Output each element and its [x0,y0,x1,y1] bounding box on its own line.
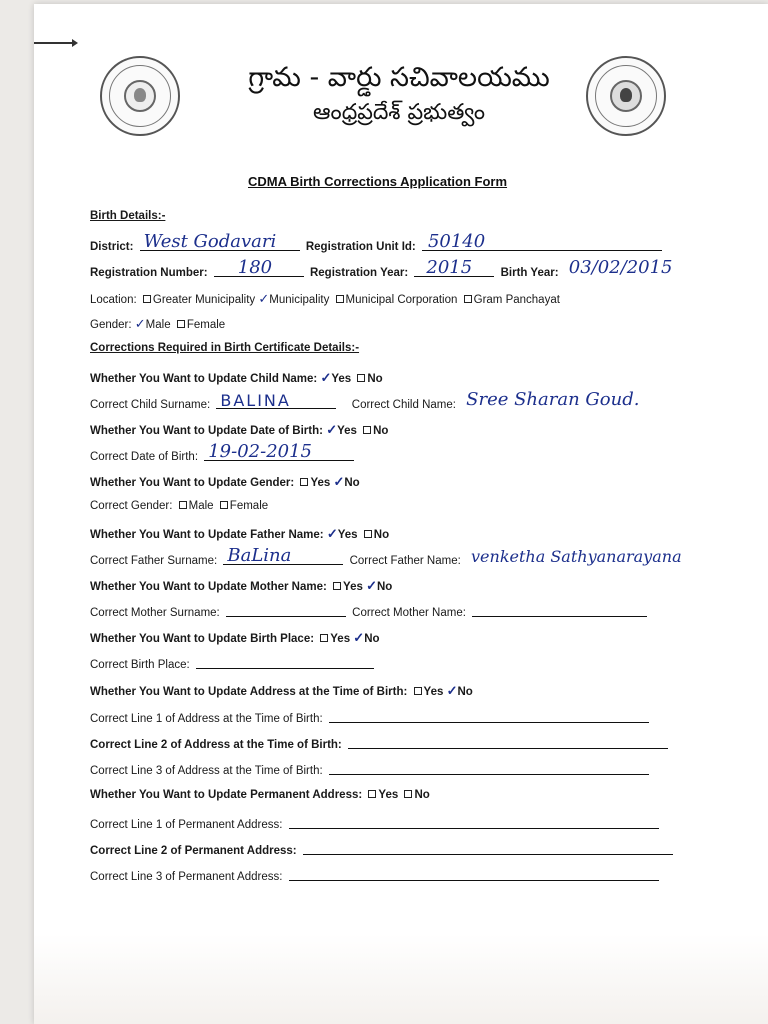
checkmark-icon: ✓ [258,291,270,306]
gender-row: Gender: ✓Male Female [90,316,226,331]
district-row: District: West Godavari Registration Unit Id: 50140 [90,238,665,253]
district-field[interactable]: West Godavari [140,238,300,251]
checkbox-female[interactable] [220,501,228,509]
permanent-address-line1-row: Correct Line 1 of Permanent Address: [90,816,662,831]
permanent-address-line2-row: Correct Line 2 of Permanent Address: [90,842,676,857]
dob-field[interactable]: 19-02-2015 [204,448,354,461]
section-corrections: Corrections Required in Birth Certificate Details:- [90,342,360,354]
checkbox-male[interactable] [179,501,187,509]
permanent-address-line2-field[interactable] [303,842,673,855]
checkbox-yes[interactable] [300,478,308,486]
checkbox-yes[interactable] [368,790,376,798]
question-birth-place: Whether You Want to Update Birth Place: Yes ✓No [90,630,380,645]
checkbox-no[interactable] [357,374,365,382]
checkbox-no[interactable] [363,426,371,434]
father-name-field[interactable]: venketha Sathyanarayana [471,547,682,566]
checkmark-icon: ✓ [320,370,332,385]
birth-place-row: Correct Birth Place: [90,656,377,671]
address-birth-line3-field[interactable] [329,762,649,775]
form-sheet [34,4,768,1024]
permanent-address-line3-row: Correct Line 3 of Permanent Address: [90,868,662,883]
header-telugu-line1: గ్రామ - వార్డు సచివాలయము [248,62,550,93]
question-child-name: Whether You Want to Update Child Name: ✓Yes No [90,370,383,385]
checkmark-icon: ✓ [134,316,146,331]
registration-unit-field[interactable]: 50140 [422,238,662,251]
registration-year-field[interactable]: 2015 [414,264,494,277]
checkbox-no[interactable] [364,530,372,538]
address-birth-line1-row: Correct Line 1 of Address at the Time of Birth: [90,710,652,725]
dob-row: Correct Date of Birth: 19-02-2015 [90,448,357,463]
permanent-address-line1-field[interactable] [289,816,659,829]
question-address-birth: Whether You Want to Update Address at the Time of Birth: Yes ✓No [90,683,473,698]
form-title: CDMA Birth Corrections Application Form [248,174,508,189]
address-birth-line2-field[interactable] [348,736,668,749]
child-name-row: Correct Child Surname: BALINA Correct Child Name: Sree Sharan Goud. [90,389,640,411]
father-surname-field[interactable]: BaLina [223,552,343,565]
checkbox-yes[interactable] [333,582,341,590]
arrow-mark-icon [34,42,74,44]
location-row: Location: Greater Municipality ✓Municipality Municipal Corporation Gram Panchayat [90,291,560,306]
checkbox-female[interactable] [177,320,185,328]
mother-surname-field[interactable] [226,604,346,617]
registration-number-field[interactable]: 180 [214,264,304,277]
address-birth-line1-field[interactable] [329,710,649,723]
correct-gender-row: Correct Gender: Male Female [90,500,269,512]
father-name-row: Correct Father Surname: BaLina Correct Father Name: venketha Sathyanarayana [90,545,682,567]
checkbox-yes[interactable] [414,687,422,695]
address-birth-line3-row: Correct Line 3 of Address at the Time of Birth: [90,762,652,777]
question-father: Whether You Want to Update Father Name: ✓Yes No [90,526,390,541]
paper-shadow [34,934,768,1024]
checkmark-icon: ✓ [333,474,345,489]
registration-row: Registration Number: 180 Registration Year: 2015 Birth Year: 03/02/2015 [90,264,688,279]
child-surname-field[interactable]: BALINA [216,396,336,409]
question-gender: Whether You Want to Update Gender: Yes ✓No [90,474,360,489]
question-dob: Whether You Want to Update Date of Birth: ✓Yes No [90,422,389,437]
checkbox-yes[interactable] [320,634,328,642]
header-telugu-line2: ఆంధ్రప్రదేశ్ ప్రభుత్వం [312,100,486,125]
mother-name-row: Correct Mother Surname: Correct Mother Name: [90,604,650,619]
checkmark-icon: ✓ [446,683,458,698]
checkmark-icon: ✓ [366,578,377,593]
permanent-address-line3-field[interactable] [289,868,659,881]
checkbox-gram-panchayat[interactable] [464,295,472,303]
child-name-field[interactable]: Sree Sharan Goud. [466,389,640,410]
section-birth-details: Birth Details:- [90,210,166,222]
address-birth-line2-row: Correct Line 2 of Address at the Time of Birth: [90,736,671,751]
question-permanent-address: Whether You Want to Update Permanent Address: Yes No [90,789,430,801]
birth-year-field[interactable]: 03/02/2015 [568,257,673,278]
birth-place-field[interactable] [196,656,374,669]
mother-name-field[interactable] [472,604,647,617]
checkmark-icon: ✓ [326,526,338,541]
checkmark-icon: ✓ [326,422,338,437]
checkmark-icon: ✓ [353,630,365,645]
checkbox-no[interactable] [404,790,412,798]
question-mother: Whether You Want to Update Mother Name: Yes ✓No [90,578,393,593]
checkbox-greater-municipality[interactable] [143,295,151,303]
checkbox-municipal-corporation[interactable] [336,295,344,303]
